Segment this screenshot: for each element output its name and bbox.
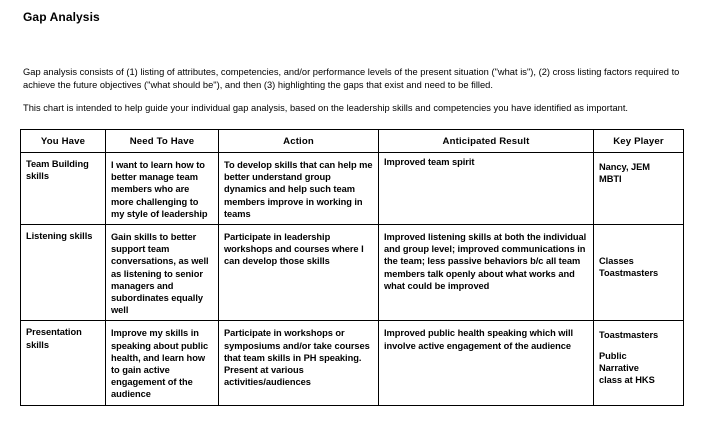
key-player-spacer <box>599 342 678 350</box>
cell-anticipated-result <box>379 225 594 321</box>
table-row <box>21 321 684 405</box>
gap-analysis-table <box>20 129 684 406</box>
intro-paragraph-definition: Gap analysis consists of (1) listing of attributes, competencies, and/or performance levels of the present situation ("what is"), (2) cross listing factors required to achieve the future objectives ("what should be"), and then (3) highlighting the gaps that exist and need to be filled. <box>23 67 680 90</box>
cell-text-anticipated-result: Improved listening skills at both the individual and group level; improved communications in the team; less passive behaviors b/c all team members talk openly about what works and what could be improved <box>384 232 587 291</box>
key-player-line: Toastmasters <box>599 330 659 341</box>
table-row <box>21 225 684 321</box>
key-player-line: class at HKS <box>599 375 655 386</box>
cell-text-key-player <box>594 225 683 283</box>
cell-text-need-to-have: Improve my skills in speaking about public health, and learn how to gain active engagement of the audience <box>111 328 209 400</box>
cell-anticipated-result <box>379 321 594 405</box>
cell-text-key-player <box>594 153 683 189</box>
cell-key-player <box>594 225 684 321</box>
table-header-row <box>21 130 684 153</box>
cell-need-to-have <box>106 321 219 405</box>
cell-you-have <box>21 153 106 225</box>
key-player-line: Nancy, JEM <box>599 162 650 172</box>
column-header-anticipated-result: Anticipated Result <box>379 130 594 153</box>
key-player-line: Narrative <box>599 362 639 373</box>
cell-action <box>219 153 379 225</box>
key-player-line: Classes <box>599 256 634 267</box>
column-header-action: Action <box>219 130 379 153</box>
key-player-line: MBTI <box>599 174 622 185</box>
page-title: Gap Analysis <box>23 10 100 24</box>
cell-text-need-to-have: I want to learn how to better manage team members who are more challenging to my style of leadership <box>111 160 208 219</box>
key-player-line: Toastmasters <box>599 268 659 279</box>
cell-need-to-have <box>106 225 219 321</box>
cell-action <box>219 321 379 405</box>
cell-anticipated-result <box>379 153 594 225</box>
cell-text-you-have: Presentation skills <box>26 327 82 350</box>
cell-key-player <box>594 321 684 405</box>
cell-text-you-have: Listening skills <box>26 231 93 242</box>
cell-text-key-player <box>594 321 683 390</box>
cell-text-action: Participate in workshops or symposiums and/or take courses that team skills in PH speaking. Present at various activities/audiences <box>224 328 370 388</box>
cell-you-have <box>21 321 106 405</box>
table-row <box>21 153 684 225</box>
cell-you-have <box>21 225 106 321</box>
cell-text-you-have: Team Building skills <box>26 159 89 182</box>
cell-text-anticipated-result: Improved public health speaking which will involve active engagement of the audience <box>384 328 574 351</box>
cell-text-need-to-have: Gain skills to better support team conversations, as well as listening to senior managers and subordinates equally well <box>111 232 209 316</box>
cell-need-to-have <box>106 153 219 225</box>
intro-paragraph-purpose: This chart is intended to help guide your individual gap analysis, based on the leadership skills and competencies you have identified as important. <box>23 103 629 113</box>
column-header-you-have: You Have <box>21 130 106 153</box>
column-header-key-player: Key Player <box>594 130 684 153</box>
cell-key-player <box>594 153 684 225</box>
cell-text-anticipated-result: Improved team spirit <box>384 157 475 167</box>
cell-action <box>219 225 379 321</box>
column-header-need-to-have: Need To Have <box>106 130 219 153</box>
cell-text-action: Participate in leadership workshops and courses where I can develop those skills <box>224 232 364 267</box>
key-player-line: Public <box>599 350 627 361</box>
cell-text-action: To develop skills that can help me better understand group dynamics and help such team members improve in working in teams <box>224 160 373 219</box>
intro-text-block <box>23 66 683 115</box>
